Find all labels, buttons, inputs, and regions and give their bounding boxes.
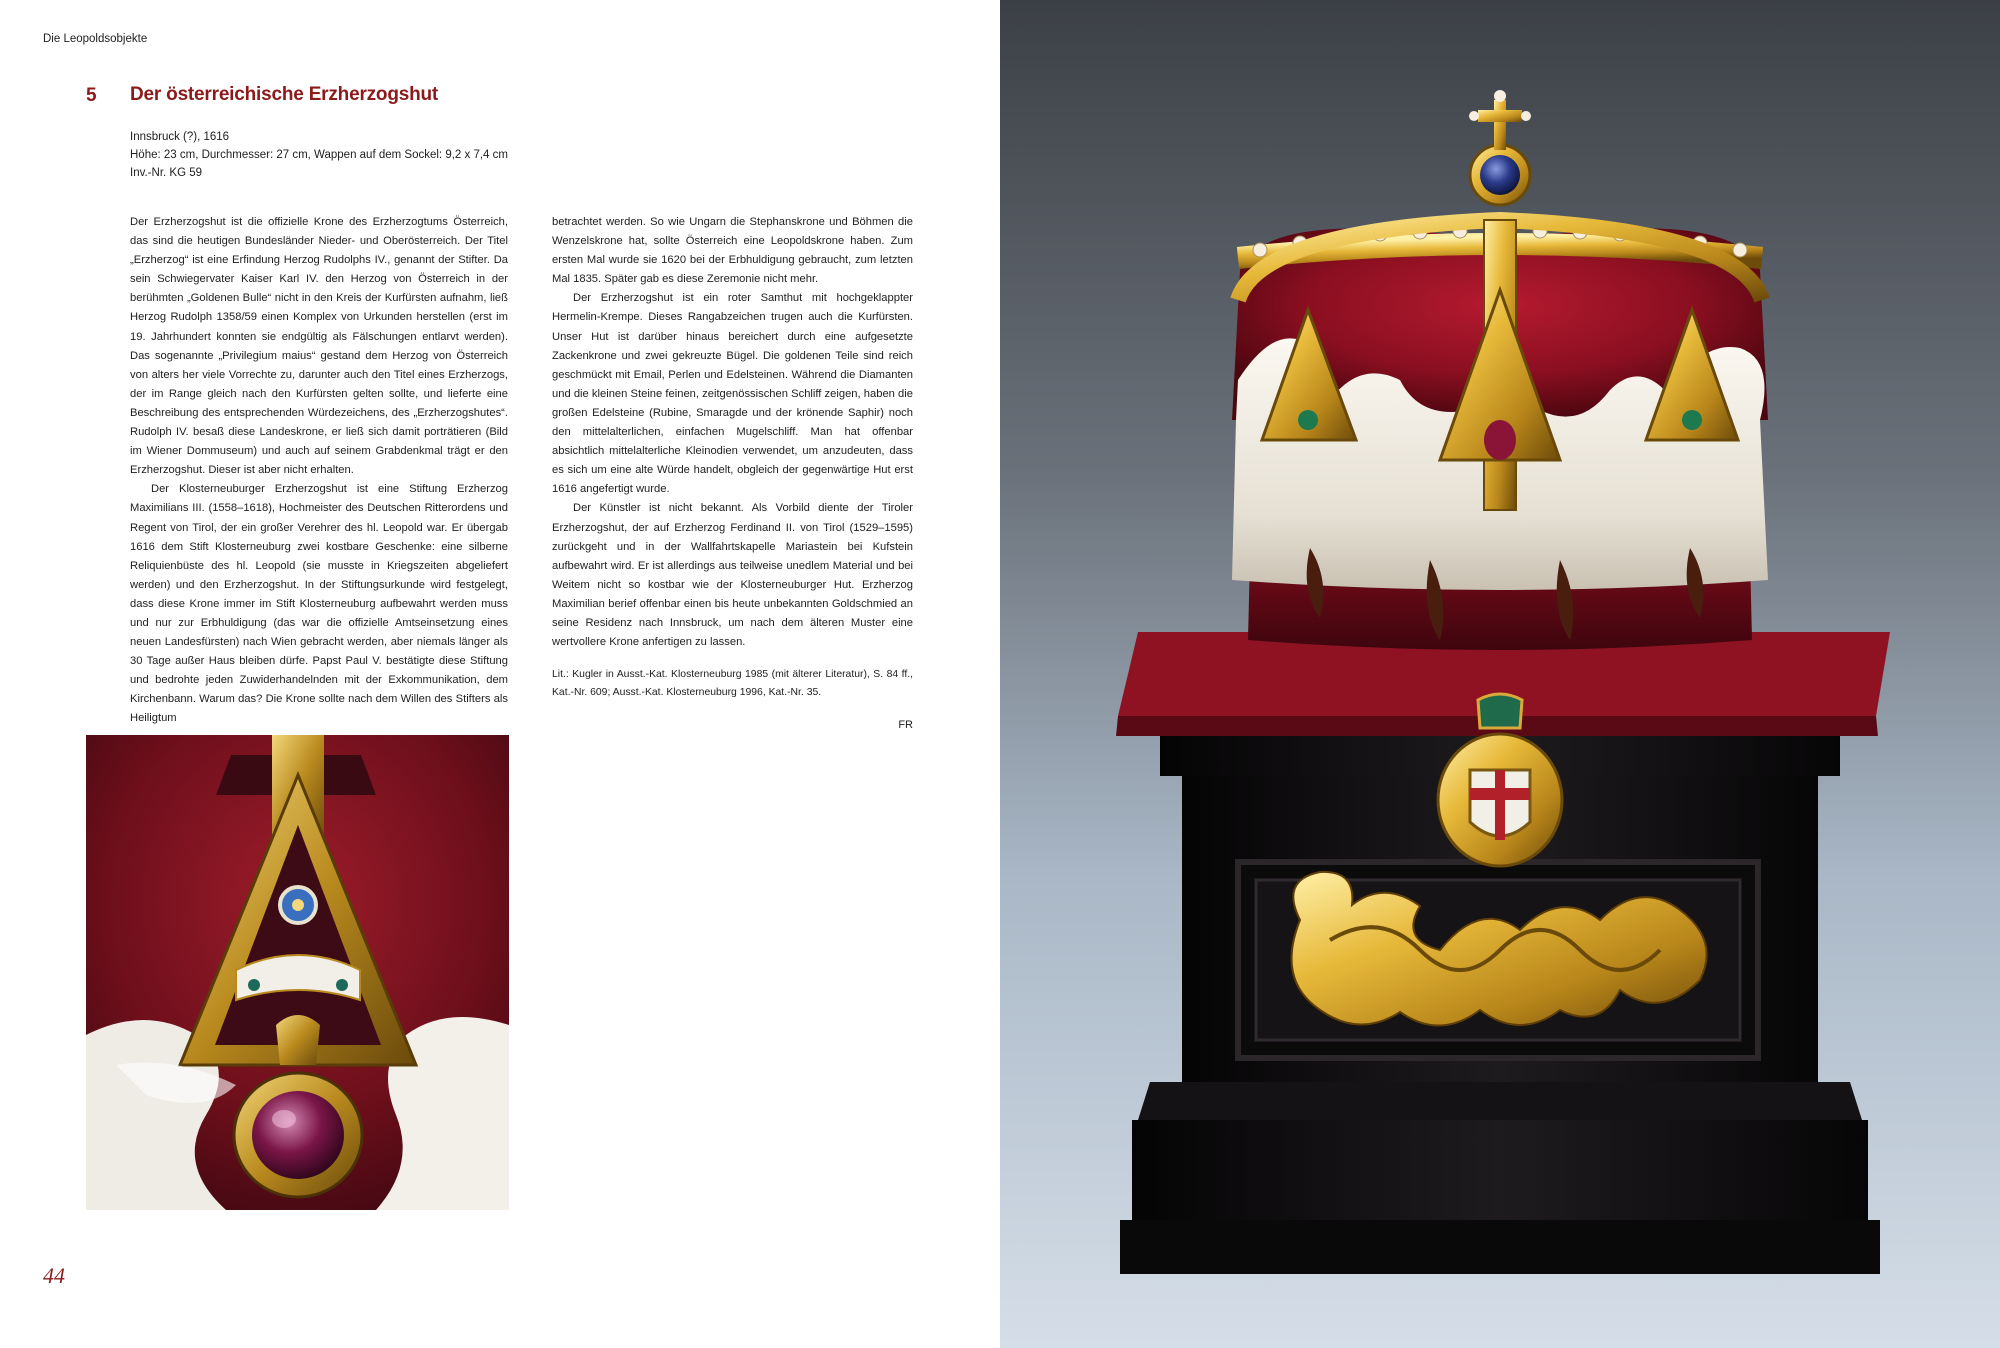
paragraph: Der Klosterneuburger Erzherzogshut ist eine Stiftung Erzherzog Maximilians III. (1558–1618), Hochmeister des Deutschen Ritterordens und Regent von Tirol, der ein großer Verehrer des hl. Leopold war. Er übergab 1616 dem Stift Klosterneuburg zwei kostbare Geschenke: eine silberne Reliquienbüste des hl. Leopold (sie musste in Kriegszeiten abgeliefert werden) und den Erzherzogshut. In der Stiftungsurkunde wird festgelegt, dass diese Krone immer im Stift Klosterneuburg aufbewahrt werden muss und nur zur Erbhuldigung (das war die offizielle Amtseinsetzung eines neuen Landesfürsten) nach Wien gebracht werden, aber niemals länger als 30 Tage außer Haus bleiben dürfe. Papst Paul V. bestätigte diese Stiftung und bedrohte jeden Zuwiderhandelnden mit der Exkommunikation, dem Kirchenbann. Warum das? Die Krone sollte nach dem Willen des Stifters als Heiligtum (130, 483, 508, 725)
paragraph: Der Künstler ist nicht bekannt. Als Vorbild diente der Tiroler Erzherzogshut, der auf Erzherzog Ferdinand II. von Tirol (1529–1595) zurückgeht und in der Wallfahrtskapelle Mariastein bei Kufstein aufbewahrt wird. Er ist allerdings aus teilweise unedlem Material und bei Weitem nicht so kostbar wie der Klosterneuburger Hut. Erzherzog Maximilian berief offenbar einen bis heute unbekannten Goldschmied an seine Residenz nach Innsbruck, um nach dem älteren Muster eine wertvollere Krone anfertigen zu lassen. (552, 502, 913, 649)
author-initials: FR (898, 719, 913, 732)
paragraph: Der Erzherzogshut ist ein roter Samthut mit hochgeklappter Hermelin-Krempe. Dieses Rangabzeichen trugen auch die Kurfürsten. Unser Hut ist darüber hinaus bereichert durch eine aufgesetzte Zackenkrone und zwei gekreuzte Bügel. Die goldenen Teile sind reich geschmückt mit Email, Perlen und Edelsteinen. Während die Diamanten und die kleinen Steine feinen, zeitgenössischen Schliff zeigen, haben die großen Edelsteine (Rubine, Smaragde und der krönende Saphir) noch den mittelalterlichen, einfachen Mugelschliff. Man hat offenbar absichtlich mittelalterliche Kleinodien verwendet, um anzudeuten, dass es sich um eine alte Würde handelt, obgleich der gegenwärtige Hut erst 1616 angefertigt wurde. (552, 292, 913, 496)
text-column-1 (130, 213, 508, 729)
entry-title: Der österreichische Erzherzogshut (130, 84, 439, 105)
paragraph: betrachtet werden. So wie Ungarn die Stephanskrone und Böhmen die Wenzelskrone hat, sollte Österreich eine Leopoldskrone haben. Zum ersten Mal wurde sie 1620 bei der Erbhuldigung gebraucht, zum letzten Mal 1835. Später gab es diese Zeremonie nicht mehr. (552, 216, 913, 286)
text-column-2 (552, 213, 913, 735)
entry-meta (130, 128, 508, 182)
literature-note: Lit.: Kugler in Ausst.-Kat. Klosterneuburg 1985 (mit älterer Literatur), S. 84 ff., Kat.-Nr. 609; Ausst.-Kat. Klosterneuburg 1996, Kat.-Nr. 35. (552, 669, 913, 699)
entry-number: 5 (86, 85, 97, 106)
paragraph: Der Erzherzogshut ist die offizielle Krone des Erzherzogtums Österreich, das sind die heutigen Bundesländer Nieder- und Oberösterreich. Der Titel „Erzherzog“ ist eine Erfindung Herzog Rudolphs IV., genannt der Stifter. Da sein Schwiegervater Kaiser Karl IV. den Herzog von Österreich in der berühmten „Goldenen Bulle“ nicht in den Kreis der Kurfürsten aufnahm, ließ Herzog Rudolph 1358/59 einen Komplex von Urkunden herstellen (erst im 19. Jahrhundert konnten sie endgültig als Fälschungen entlarvt werden). Das sogenannte „Privilegium maius“ gestand dem Herzog von Österreich von alters her viele Vorrechte zu, darunter auch den Titel eines Erzherzogs, der im Range gleich nach den Kurfürsten gelten sollte, und lieferte eine Beschreibung des entsprechenden Würdezeichens, des „Erzherzogshutes“. Rudolph IV. besaß diese Landeskrone, er ließ sich damit porträtieren (Bild im Wiener Dommuseum) und auch auf seinem Grabdenkmal trägt er den Erzherzogshut. Dieser ist aber nicht erhalten. (130, 216, 508, 477)
meta-dimensions: Höhe: 23 cm, Durchmesser: 27 cm, Wappen auf dem Sockel: 9,2 x 7,4 cm (130, 149, 508, 161)
detail-photo (86, 735, 509, 1210)
page-number: 44 (43, 1263, 65, 1288)
meta-inventory: Inv.-Nr. KG 59 (130, 167, 203, 179)
running-head: Die Leopoldsobjekte (43, 33, 148, 45)
crown-photo (1000, 0, 2000, 1348)
meta-origin: Innsbruck (?), 1616 (130, 131, 230, 143)
